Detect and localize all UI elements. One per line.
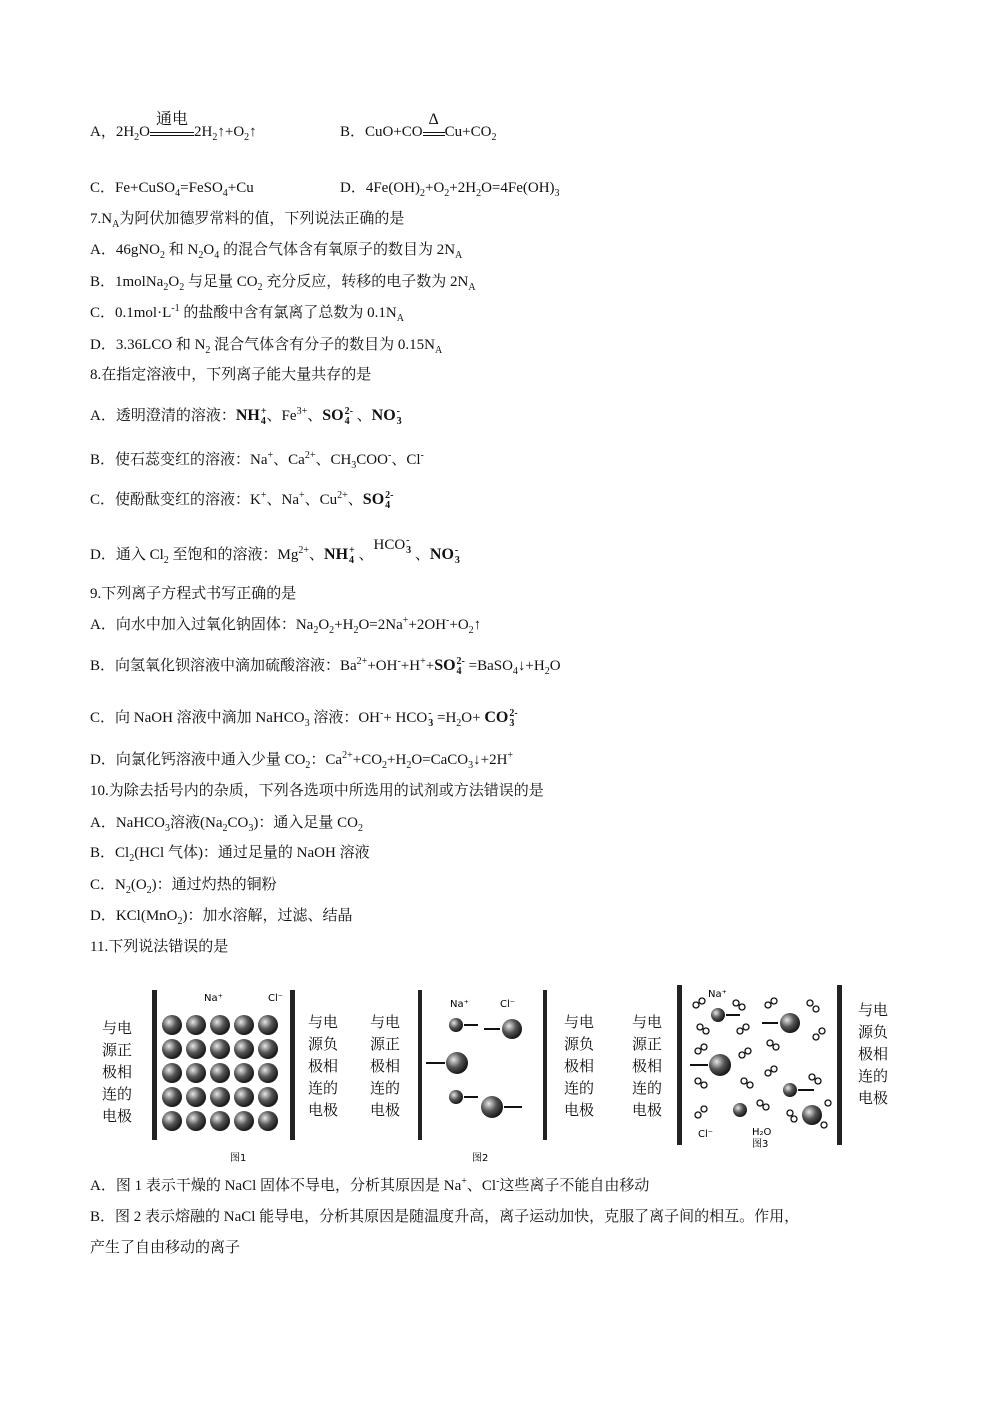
fig1-caption: 图1 [230,1153,247,1164]
q8-option-b: B．使石蕊变红的溶液：Na+、$Ca^{2+}$、$CH_3COO^-$、Cl- [90,450,424,471]
q9-option-a: A．向水中加入过氧化钠固体：$Na_2O_2+H_2O=2Na^++2OH^-+O_2↑$ [90,615,482,636]
fig3-h2o-label: H₂O [752,1127,772,1138]
fig3-cl-label: Cl⁻ [698,1129,714,1140]
q10-option-b: B．$Cl_2(HCl$ 气体)：通过足量的 NaOH 溶液 [90,845,370,864]
fig1-negative-electrode [290,990,295,1140]
q11-option-b-line-1: B．图 2 表示熔融的 NaCl 能导电，分析其原因是随温度升高，离子运动加快，克服了离子间的相互。作用， [90,1209,800,1225]
fig3-positive-electrode [677,985,682,1145]
q8-option-a: A．透明澄清的溶液：NH + 4 、$Fe^{3+}$、SO 2- 4 、NO - 3 [90,405,402,427]
electrolysis-arrow: 通电 [150,132,194,142]
fig2-na-label: Na⁺ [450,999,469,1010]
q9-option-c: C．向 NaOH 溶液中滴加 NaHCO$_3$ 溶液：OH-+ HCO - 3 $=H_2O+$ CO 2- 3 [90,707,518,729]
fig1-cl-label: Cl⁻ [268,993,284,1004]
svg-text:与电: 与电 [564,1013,595,1031]
fig1-pos-electrode-label-1: 与电 [102,1019,133,1037]
svg-text:源正: 源正 [632,1035,663,1053]
q7-stem: $7.N_A$为阿伏加德罗常料的值，下列说法正确的是 [90,211,405,230]
q10-stem: 10.为除去括号内的杂质，下列各选项中所选用的试剂或方法错误的是 [90,783,544,799]
svg-text:极相: 极相 [564,1057,595,1075]
svg-text:连的: 连的 [102,1085,133,1103]
q10-option-c: C．$N_2(O_2)$：通过灼热的铜粉 [90,877,277,896]
fig1-positive-electrode [152,990,157,1140]
q11-option-a: A．图 1 表示干燥的 NaCl 固体不导电，分析其原因是 Na+、Cl-这些离子不能自由移动 [90,1176,650,1194]
svg-text:极相: 极相 [308,1057,339,1075]
q11-stem: 11.下列说法错误的是 [90,939,229,955]
svg-text:电极: 电极 [308,1101,339,1119]
q9-stem: 9.下列离子方程式书写正确的是 [90,586,297,602]
fig1-ionic-lattice [162,1015,278,1131]
figure-1 [102,990,338,1164]
svg-text:电极: 电极 [370,1101,401,1119]
q6-option-b: B．CuO+CO Δ $Cu+CO_2$ [340,111,497,143]
svg-text:连的: 连的 [564,1079,595,1097]
q8-option-d: D．通入 $Cl_2$ 至饱和的溶液：$Mg^{2+}$、NH + 4 、HCO - 3 、NO - 3 [90,534,460,566]
q8-stem: 8.在指定溶液中，下列离子能大量共存的是 [90,367,372,383]
svg-text:电极: 电极 [858,1089,889,1107]
q9-option-b: B．向氢氧化钡溶液中滴加硫酸溶液：$Ba^{2+}+OH^-+H^++SO$ 2- 4 $=BaSO_4↓+H_2O$ [90,655,561,677]
svg-text:电极: 电极 [632,1101,663,1119]
fig3-hydrated-ions [709,1008,822,1125]
svg-text:源正: 源正 [102,1041,133,1059]
q7-option-b: B．$1molNa_2O_2$ 与足量 $CO_2$ 充分反应，转移的电子数为 $2N_A$ [90,274,476,293]
fig2-caption: 图2 [472,1153,489,1164]
q7-option-d: D．3.36LCO 和 $N_2$ 混合气体含有分子的数目为 $0.15N_A$ [90,337,443,356]
svg-text:源负: 源负 [858,1023,889,1041]
fig3-caption: 图3 [752,1139,769,1150]
q10-option-a: A．NaHCO$_3$溶液$(Na_2CO_3)$：通入足量 $CO_2$ [90,815,363,834]
svg-text:源负: 源负 [564,1035,595,1053]
svg-text:连的: 连的 [370,1079,401,1097]
svg-text:极相: 极相 [632,1057,663,1075]
q7-option-c: C．$0.1mol\cdot L^{-1}$ 的盐酸中含有氯离了总数为 $0.1N_A$ [90,303,404,324]
svg-text:与电: 与电 [370,1013,401,1031]
svg-text:与电: 与电 [632,1013,663,1031]
svg-text:与电: 与电 [308,1013,339,1031]
q6-option-a: A，$2H_2O$ 通电 $2H_2↑+O_2↑$ [90,111,257,143]
fig3-negative-electrode [837,985,842,1145]
electrolysis-figure [100,985,910,1165]
svg-text:极相: 极相 [370,1057,401,1075]
svg-text:连的: 连的 [308,1079,339,1097]
q7-option-a: A．46gNO$_2$ 和 $N_2O_4$ 的混合气体含有氧原子的数目为 $2N_A$ [90,242,463,261]
q10-option-d: D．KCl(MnO$_2$)：加水溶解，过滤、结晶 [90,908,353,927]
svg-text:电极: 电极 [102,1107,133,1125]
q9-option-d: D．向氯化钙溶液中通入少量 $CO_2$：$Ca^{2+}+CO_2+H_2O=CaCO_3↓+2H^+$ [90,750,514,771]
svg-text:连的: 连的 [632,1079,663,1097]
svg-text:电极: 电极 [564,1101,595,1119]
heat-arrow: Δ [423,132,445,142]
svg-text:连的: 连的 [858,1067,889,1085]
q11-option-b-line-2: 产生了自由移动的离子 [90,1240,241,1256]
fig2-cl-label: Cl⁻ [500,999,516,1010]
q6-option-d: D．$4Fe(OH)_2+O_2+2H_2O=4Fe(OH)_3$ [340,180,560,199]
q6-option-c: C．Fe+CuSO$_4$=FeSO$_4$+Cu [90,180,254,199]
figure-2 [370,990,594,1164]
fig1-na-label: Na⁺ [204,993,223,1004]
figure-3 [632,985,888,1150]
svg-text:源正: 源正 [370,1035,401,1053]
fig3-na-label: Na⁺ [708,989,727,1000]
svg-text:源负: 源负 [308,1035,339,1053]
fig2-positive-electrode [418,990,422,1140]
q8-option-c: C．使酚酞变红的溶液：K+、Na+、$Cu^{2+}$、SO 2- 4 [90,489,394,511]
fig2-negative-electrode [543,990,547,1140]
svg-text:极相: 极相 [102,1063,133,1081]
svg-text:与电: 与电 [858,1001,889,1019]
svg-text:极相: 极相 [858,1045,889,1063]
